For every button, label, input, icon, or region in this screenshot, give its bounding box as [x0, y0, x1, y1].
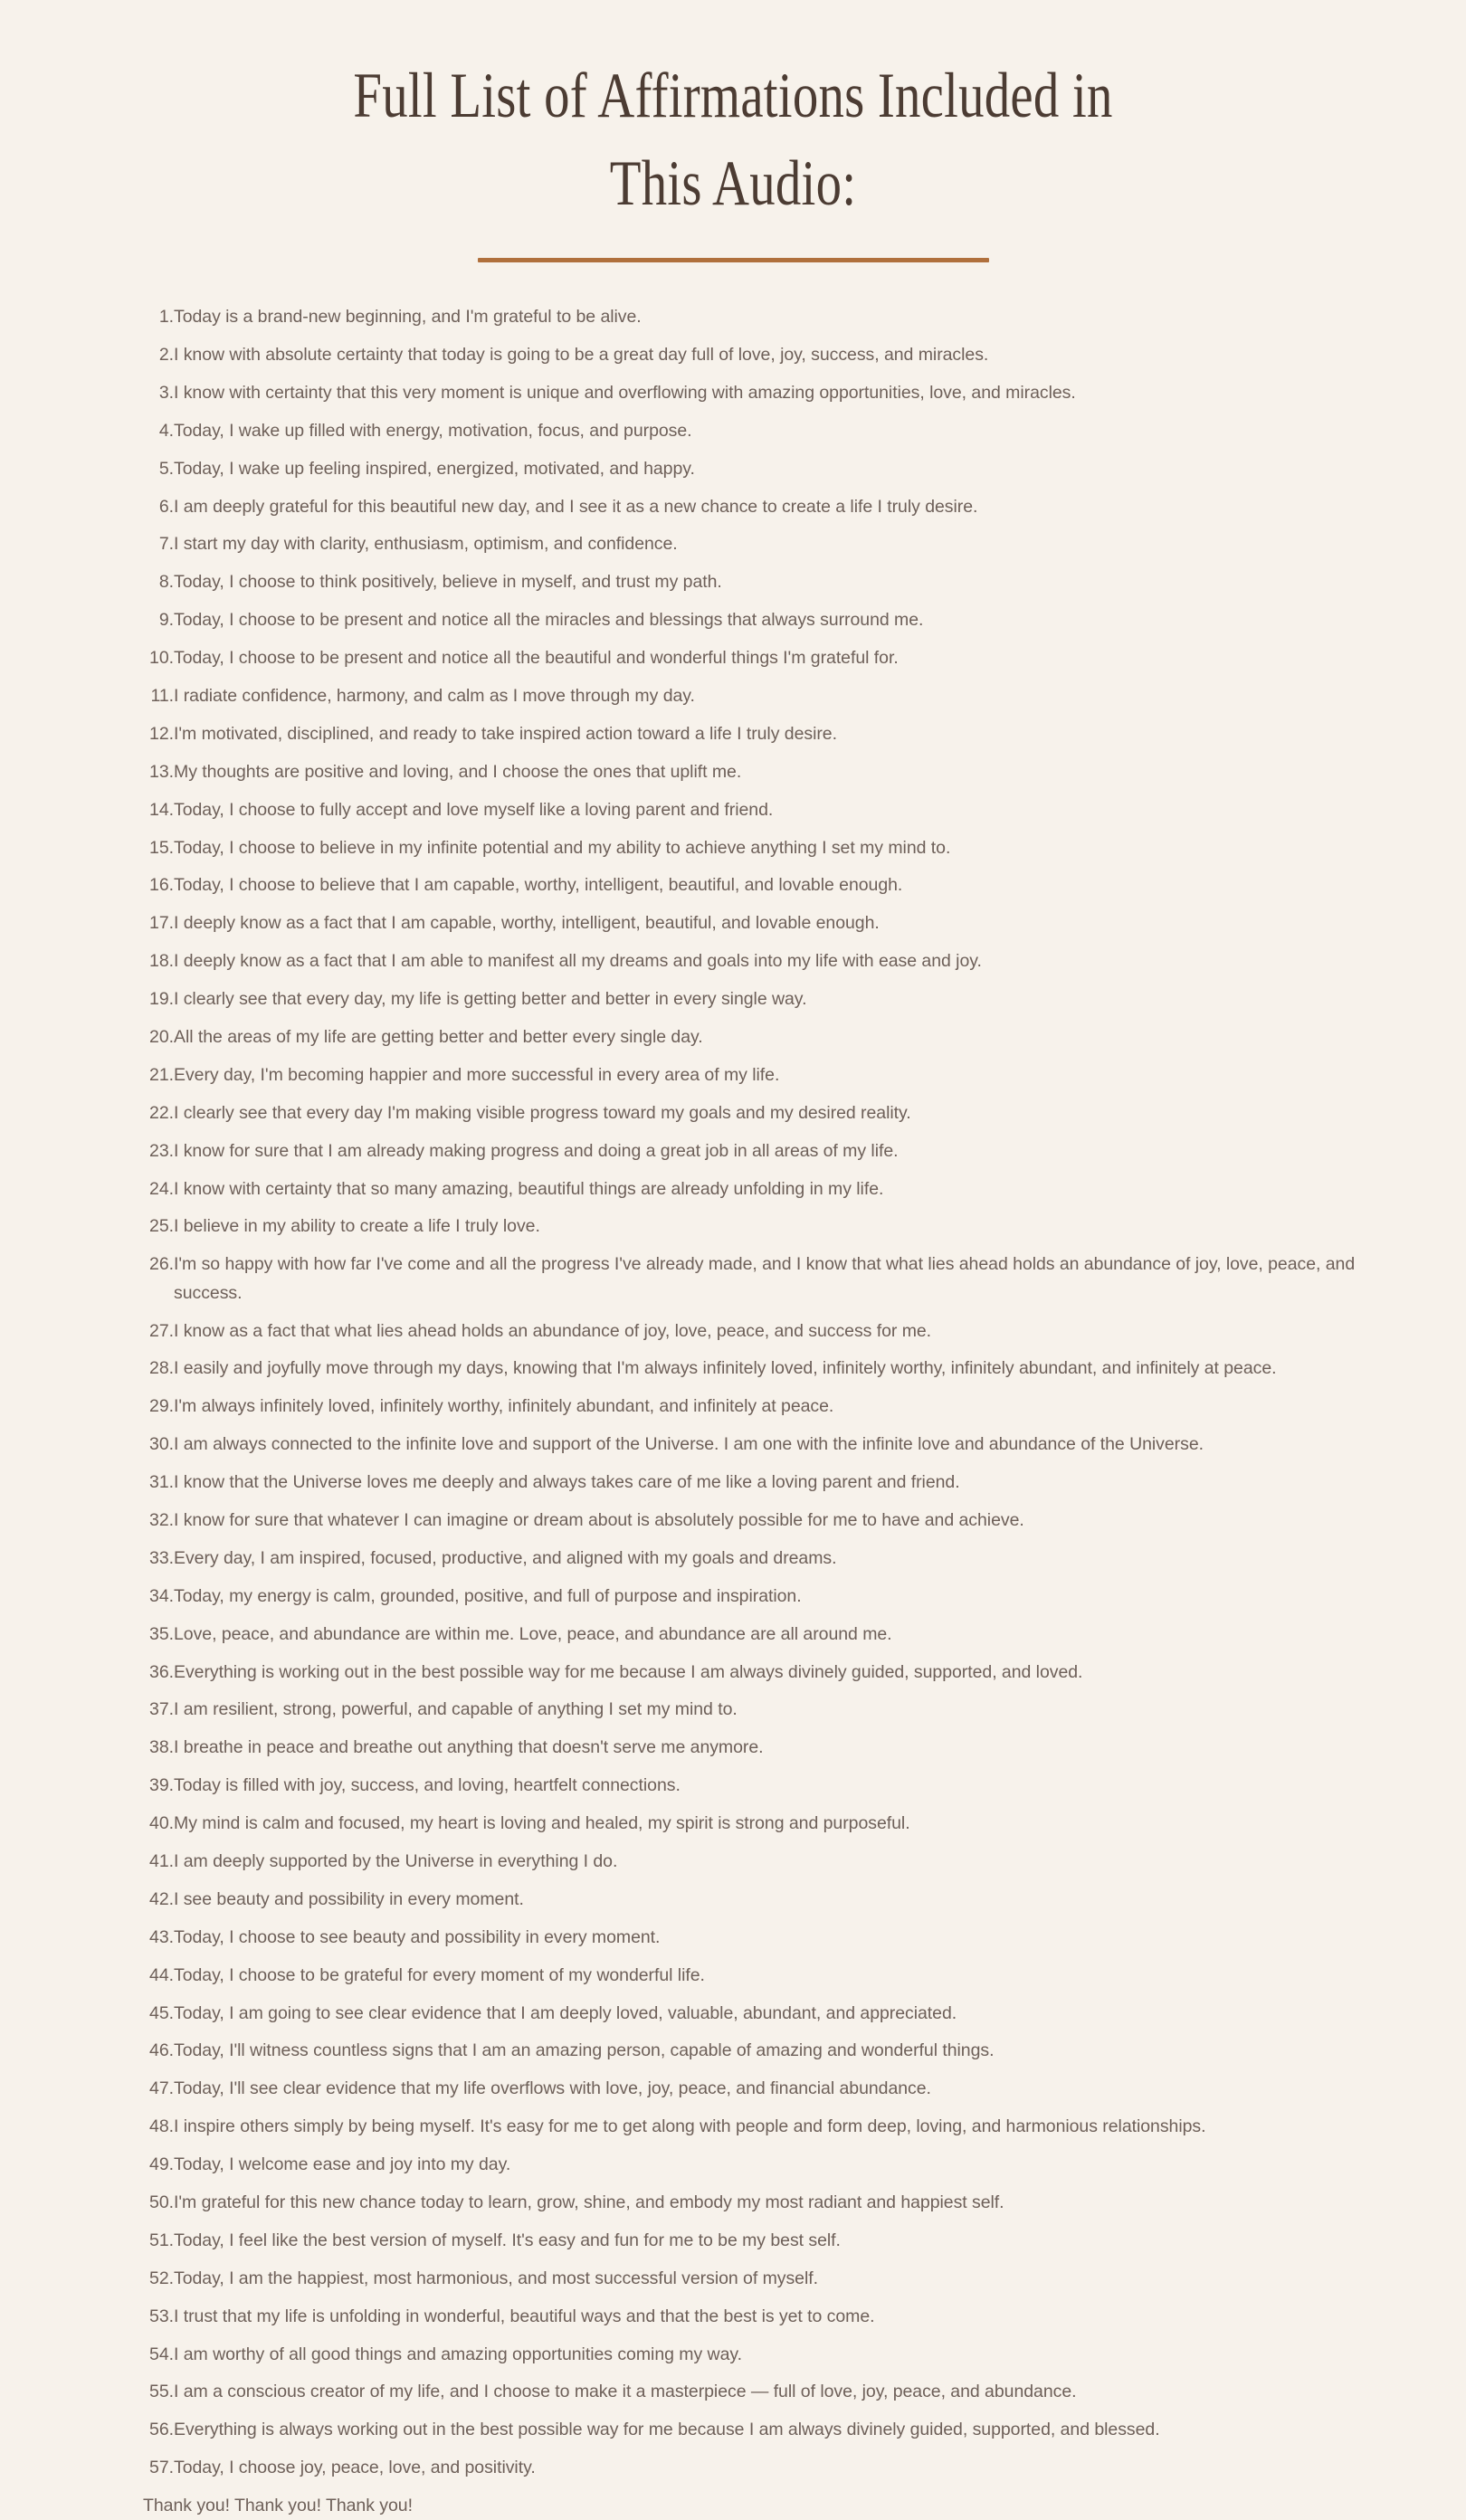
affirmation-item: I know as a fact that what lies ahead holds an abundance of joy, love, peace, and success for me.: [174, 1320, 932, 1341]
affirmation-item: Today, my energy is calm, grounded, positive, and full of purpose and inspiration.: [174, 1585, 802, 1606]
affirmation-item: I clearly see that every day, my life is getting better and better in every single way.: [174, 989, 807, 1010]
affirmation-item: Every day, I'm becoming happier and more successful in every area of my life.: [174, 1064, 780, 1085]
affirmation-item: I radiate confidence, harmony, and calm as I move through my day.: [174, 686, 695, 706]
affirmation-item: Today, I wake up filled with energy, motivation, focus, and purpose.: [174, 420, 692, 441]
affirmation-item: I am always connected to the infinite love and support of the Universe. I am one with the infinite love and abundance of the Universe.: [174, 1434, 1204, 1455]
affirmation-item: I'm so happy with how far I've come and all the progress I've already made, and I know that what lies ahead holds an abundance of joy, love, peace, and success.: [174, 1254, 1356, 1303]
affirmation-item: Today, I feel like the best version of myself. It's easy and fun for me to be my best self.: [174, 2230, 841, 2250]
affirmation-item: I breathe in peace and breathe out anything that doesn't serve me anymore.: [174, 1737, 764, 1758]
affirmation-item: I start my day with clarity, enthusiasm, optimism, and confidence.: [174, 534, 678, 555]
affirmation-item: Today, I choose to see beauty and possibility in every moment.: [174, 1926, 661, 1947]
affirmation-item: I trust that my life is unfolding in wonderful, beautiful ways and that the best is yet to come.: [174, 2306, 875, 2326]
affirmation-item: I am worthy of all good things and amazing opportunities coming my way.: [174, 2344, 742, 2364]
affirmation-item: Today, I choose to believe that I am capable, worthy, intelligent, beautiful, and lovable enough.: [174, 875, 903, 896]
title-divider-container: [0, 258, 1466, 262]
affirmation-item: I know with absolute certainty that today is going to be a great day full of love, joy, success, and miracles.: [174, 344, 989, 365]
affirmation-item: I am resilient, strong, powerful, and capable of anything I set my mind to.: [174, 1699, 738, 1720]
affirmation-item: I deeply know as a fact that I am able to manifest all my dreams and goals into my life with ease and joy.: [174, 951, 982, 972]
affirmation-item: I know with certainty that so many amazing, beautiful things are already unfolding in my life.: [174, 1178, 884, 1199]
page-title-line-2: This Audio:: [609, 147, 857, 219]
affirmation-item: Today, I choose to think positively, believe in myself, and trust my path.: [174, 572, 722, 593]
affirmation-item: I deeply know as a fact that I am capable, worthy, intelligent, beautiful, and lovable enough.: [174, 913, 880, 934]
affirmation-item: Today, I'll witness countless signs that I am an amazing person, capable of amazing and wonderful things.: [174, 2040, 995, 2061]
affirmation-item: Today, I choose to believe in my infinite potential and my ability to achieve anything I set my mind to.: [174, 837, 951, 858]
affirmation-item: I see beauty and possibility in every moment.: [174, 1888, 524, 1909]
page-title-line-1: Full List of Affirmations Included in: [353, 61, 1113, 131]
affirmation-item: Everything is always working out in the best possible way for me because I am always divinely guided, supported, and blessed.: [174, 2420, 1160, 2440]
affirmation-item: My thoughts are positive and loving, and I choose the ones that uplift me.: [174, 761, 742, 782]
document-header: [0, 0, 1466, 262]
affirmation-item: Every day, I am inspired, focused, productive, and aligned with my goals and dreams.: [174, 1547, 837, 1568]
affirmation-item: Love, peace, and abundance are within me. Love, peace, and abundance are all around me.: [174, 1623, 892, 1644]
affirmations-section: [0, 303, 1466, 2520]
page-title: [147, 52, 1319, 227]
affirmation-item: Today, I choose to be present and notice all the beautiful and wonderful things I'm grateful for.: [174, 648, 899, 669]
affirmation-item: Today is a brand-new beginning, and I'm grateful to be alive.: [174, 307, 642, 328]
affirmation-item: Today, I am going to see clear evidence that I am deeply loved, valuable, abundant, and appreciated.: [174, 2002, 957, 2023]
affirmation-item: I'm grateful for this new chance today to learn, grow, shine, and embody my most radiant and happiest self.: [174, 2192, 1004, 2213]
affirmation-item: I easily and joyfully move through my days, knowing that I'm always infinitely loved, infinitely worthy, infinitely abundant, and infinitely at peace.: [174, 1358, 1277, 1379]
affirmation-item: Today, I choose to fully accept and love myself like a loving parent and friend.: [174, 799, 774, 820]
affirmation-item: I am deeply supported by the Universe in everything I do.: [174, 1851, 618, 1872]
affirmation-item: I'm always infinitely loved, infinitely worthy, infinitely abundant, and infinitely at peace.: [174, 1396, 834, 1417]
affirmation-item: I clearly see that every day I'm making visible progress toward my goals and my desired reality.: [174, 1102, 911, 1123]
affirmation-item: Today, I am the happiest, most harmonious, and most successful version of myself.: [174, 2268, 818, 2288]
affirmation-item: Today, I wake up feeling inspired, energized, motivated, and happy.: [174, 458, 695, 479]
affirmation-item: Today is filled with joy, success, and loving, heartfelt connections.: [174, 1775, 681, 1796]
affirmation-item: Today, I'll see clear evidence that my life overflows with love, joy, peace, and financial abundance.: [174, 2078, 931, 2099]
affirmation-item: Today, I choose to be grateful for every moment of my wonderful life.: [174, 1964, 705, 1985]
affirmation-item: I'm motivated, disciplined, and ready to take inspired action toward a life I truly desire.: [174, 723, 837, 744]
affirmation-item: I know with certainty that this very moment is unique and overflowing with amazing opportunities, love, and miracles.: [174, 382, 1076, 403]
affirmation-item: I know for sure that I am already making progress and doing a great job in all areas of my life.: [174, 1140, 899, 1161]
affirmation-item: I know for sure that whatever I can imagine or dream about is absolutely possible for me to have and achieve.: [174, 1510, 1024, 1530]
affirmation-item: I am deeply grateful for this beautiful new day, and I see it as a new chance to create a life I truly desire.: [174, 496, 978, 517]
affirmation-item: I believe in my ability to create a life I truly love.: [174, 1216, 540, 1237]
affirmation-item: Today, I choose to be present and notice all the miracles and blessings that always surround me.: [174, 610, 924, 631]
title-divider: [478, 258, 989, 262]
affirmation-item: My mind is calm and focused, my heart is loving and healed, my spirit is strong and purposeful.: [174, 1813, 910, 1834]
affirmation-item: I am a conscious creator of my life, and I choose to make it a masterpiece — full of love, joy, peace, and abundance.: [174, 2382, 1077, 2402]
affirmation-item: I know that the Universe loves me deeply and always takes care of me like a loving parent and friend.: [174, 1472, 960, 1493]
affirmation-item: I inspire others simply by being myself. It's easy for me to get along with people and form deep, loving, and harmonious relationships.: [174, 2116, 1206, 2137]
affirmation-item: Today, I choose joy, peace, love, and positivity.: [174, 2458, 536, 2478]
affirmation-item: Everything is working out in the best possible way for me because I am always divinely guided, supported, and loved.: [174, 1661, 1083, 1682]
affirmations-list: [143, 303, 1357, 2482]
affirmation-item: Today, I welcome ease and joy into my day.: [174, 2154, 511, 2175]
closing-thank-you: Thank you! Thank you! Thank you!: [143, 2496, 413, 2516]
affirmation-item: All the areas of my life are getting better and better every single day.: [174, 1027, 703, 1048]
